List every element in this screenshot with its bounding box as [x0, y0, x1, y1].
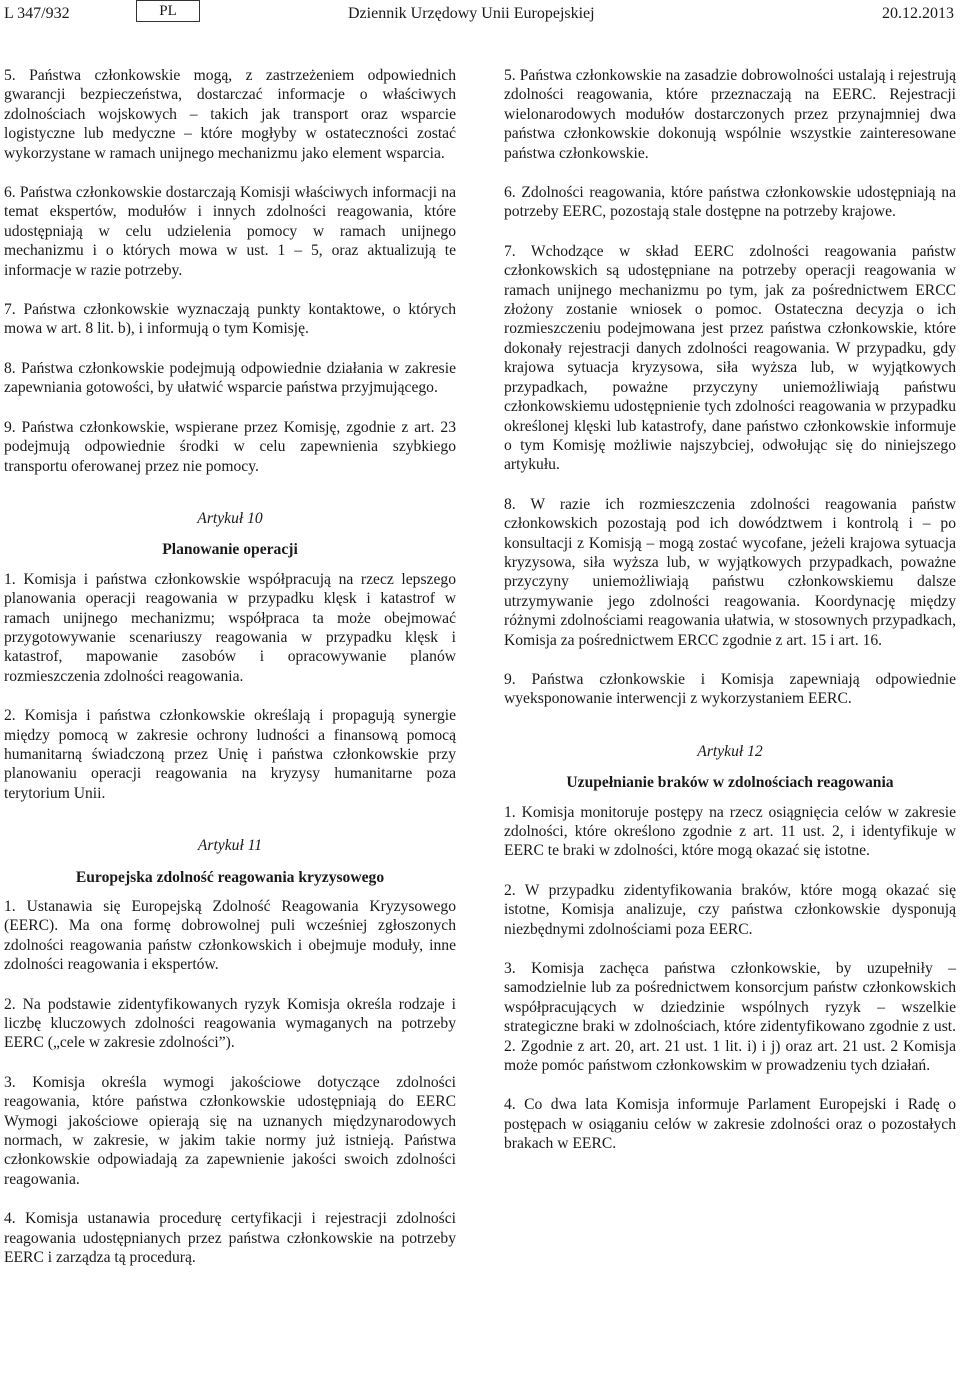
paragraph-9-right: 9. Państwa członkowskie i Komisja zapewniają odpowiednie wyeksponowanie interwencji z wykorzystaniem EERC. — [504, 670, 956, 708]
left-column — [4, 66, 456, 1288]
article-11-paragraph-1: 1. Ustanawia się Europejską Zdolność Reagowania Kryzysowego (EERC). Ma ona formę dobrowolnej puli wcześniej zgłoszonych zdolności reagowania państw członkowskich i obejmuje moduły, inne zdolności reagowania i ekspertów. — [4, 898, 456, 974]
article-12-paragraph-4: 4. Co dwa lata Komisja informuje Parlament Europejski i Radę o postępach w osiąganiu celów w zakresie zdolności oraz o pozostałych brakach w EERC. — [504, 1096, 956, 1153]
journal-header — [0, 0, 960, 36]
article-10-title: Planowanie operacji — [162, 541, 298, 559]
page-number: L 347/932 — [4, 5, 70, 22]
paragraph-8-right: 8. W razie ich rozmieszczenia zdolności reagowania państw członkowskich pozostają pod ich dowództwem i kontrolą i – po konsultacji z Komisją – mogą zostać wycofane, jeżeli krajowa sytuacja kryzysowa, siła wyższa lub, w wyjątkowych przypadkach, poważne przyczyny uniemożliwiają państwu członkowskiemu dalsze utrzymywanie jego zdolności reagowania. Koordynację między różnymi zdolnościami reagowania ułatwia, w stosownych przypadkach, Komisja za pośrednictwem ERCC zgodnie z art. 15 i art. 16. — [504, 495, 956, 649]
paragraph-5-right: 5. Państwa członkowskie na zasadzie dobrowolności ustalają i rejestrują zdolności reagowania, które przeznaczają na EERC. Rejestracji wielonarodowych modułów dostarczonych przez przynajmniej dwa państwa członkowskie dokonują wspólnie wszystkie zainteresowane państwa członkowskie. — [504, 67, 956, 162]
article-11-title: Europejska zdolność reagowania kryzysowego — [75, 868, 385, 886]
publication-date: 20.12.2013 — [882, 5, 954, 22]
right-column — [504, 66, 956, 1174]
paragraph-9: 9. Państwa członkowskie, wspierane przez Komisję, zgodnie z art. 23 podejmują odpowiednie środki w celu zapewnienia szybkiego transportu oferowanej przez nie pomocy. — [4, 418, 456, 475]
article-11-paragraph-4: 4. Komisja ustanawia procedurę certyfikacji i rejestracji zdolności reagowania udostępnianych przez państwa członkowskie na potrzeby EERC i zarządza tą procedurą. — [4, 1210, 456, 1267]
article-12-title: Uzupełnianie braków w zdolnościach reagowania — [566, 774, 894, 792]
journal-title: Dziennik Urzędowy Unii Europejskiej — [348, 5, 595, 22]
article-12-label: Artykuł 12 — [697, 742, 763, 760]
article-11-paragraph-3: 3. Komisja określa wymogi jakościowe dotyczące zdolności reagowania, które państwa członkowskie udostępniają do EERC Wymogi jakościowe opierają się na uznanych międzynarodowych normach, w zakresie, w jakim takie normy już istnieją. Państwa członkowskie odpowiadają za zapewnienie jakości swoich zdolności reagowania. — [4, 1073, 456, 1188]
paragraph-5: 5. Państwa członkowskie mogą, z zastrzeżeniem odpowiednich gwarancji bezpieczeństwa, dostarczać informacje o właściwych zdolnościach wojskowych – takich jak transport oraz wsparcie logistyczne lub medyczne – które mogłyby w ostateczności zostać wykorzystane w ramach unijnego mechanizmu jako element wsparcia. — [4, 67, 456, 162]
paragraph-8: 8. Państwa członkowskie podejmują odpowiednie działania w zakresie zapewniania gotowości, by ułatwić wsparcie państwa przyjmującego. — [4, 359, 456, 397]
paragraph-6: 6. Państwa członkowskie dostarczają Komisji właściwych informacji na temat ekspertów, modułów i innych zdolności reagowania, które udostępniają w celu udzielenia pomocy w ramach unijnego mechanizmu i o których mowa w ust. 1 – 5, oraz aktualizują te informacje w razie potrzeby. — [4, 184, 456, 279]
language-badge: PL — [136, 0, 200, 22]
article-11-label: Artykuł 11 — [197, 837, 263, 855]
paragraph-7: 7. Państwa członkowskie wyznaczają punkty kontaktowe, o których mowa w art. 8 lit. b), i informują o tym Komisję. — [4, 301, 456, 338]
paragraph-7-right: 7. Wchodzące w skład EERC zdolności reagowania państw członkowskich są udostępniane na potrzeby operacji reagowania w ramach unijnego mechanizmu po tym, jak za pośrednictwem ERCC złożony zostanie wniosek o pomoc. Ostateczna decyzja o ich rozmieszczeniu podejmowana jest przez państwa członkowskie, które dokonały rejestracji danych zdolności reagowania. W przypadku, gdy krajowa sytuacja kryzysowa, siła wyższa lub, w wyjątkowych przypadkach, poważne przyczyny uniemożliwiają państwu członkowskiemu udostępnienie tych zdolności reagowania w przypadku określonej klęski lub katastrofy, dane państwo członkowskie informuje o tym Komisję możliwie najszybciej, odwołując się do niniejszego artykułu. — [504, 242, 956, 474]
article-11-paragraph-2: 2. Na podstawie zidentyfikowanych ryzyk Komisja określa rodzaje i liczbę kluczowych zdolności reagowania wymaganych na potrzeby EERC („cele w zakresie zdolności”). — [4, 995, 456, 1052]
paragraph-6-right: 6. Zdolności reagowania, które państwa członkowskie udostępniają na potrzeby EERC, pozostają stale dostępne na potrzeby krajowe. — [504, 184, 956, 221]
article-12-paragraph-1: 1. Komisja monitoruje postępy na rzecz osiągnięcia celów w zakresie zdolności, które określono zgodnie z art. 11 ust. 2, i identyfikuje w EERC te braki w zdolności, które mogą okazać się istotne. — [504, 803, 956, 860]
article-10-paragraph-2: 2. Komisja i państwa członkowskie określają i propagują synergie między pomocą w zakresie ochrony ludności a finansową pomocą humanitarną świadczoną przez Unię i państwa członkowskie przy planowaniu operacji reagowania na kryzysy humanitarne poza terytorium Unii. — [4, 707, 456, 802]
article-10-paragraph-1: 1. Komisja i państwa członkowskie współpracują na rzecz lepszego planowania operacji reagowania w przypadku klęsk i katastrof w ramach unijnego mechanizmu; współpraca ta może obejmować przygotowywanie scenariuszy reagowania w przypadku klęsk i katastrof, mapowanie zasobów i opracowywanie planów rozmieszczenia zdolności reagowania. — [4, 570, 456, 685]
article-12-paragraph-3: 3. Komisja zachęca państwa członkowskie, by uzupełniły – samodzielnie lub za pośrednictwem konsorcjum państw członkowskich współpracujących w dziedzinie wspólnych ryzyk – wszelkie strategiczne braki w zdolnościach, które zidentyfikowano zgodnie z ust. 2. Zgodnie z art. 20, art. 21 ust. 1 lit. i) i j) oraz art. 21 ust. 2 Komisja może pomóc państwom członkowskim w prowadzeniu tych działań. — [504, 960, 956, 1075]
article-10-label: Artykuł 10 — [197, 509, 263, 527]
article-12-paragraph-2: 2. W przypadku zidentyfikowania braków, które mogą okazać się istotne, Komisja analizuje, czy państwa członkowskie dysponują niezbędnymi zdolnościami poza EERC. — [504, 881, 956, 938]
